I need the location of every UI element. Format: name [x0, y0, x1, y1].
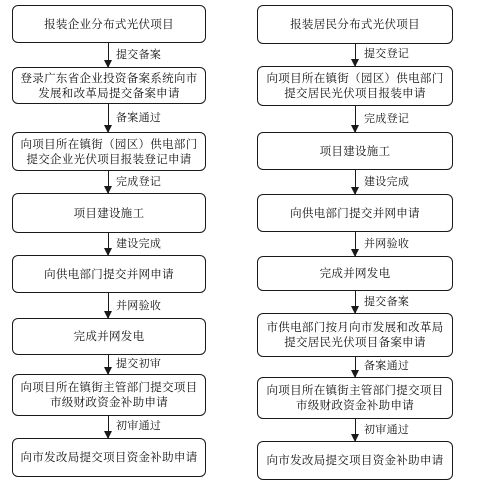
left-step-2-label: 登录广东省企业投资备案系统向市 发展和改革局提交备案申请 — [20, 70, 198, 100]
left-arrow-6 — [108, 355, 109, 374]
right-transition-2: 完成登记 — [364, 112, 410, 125]
left-transition-7: 初审通过 — [116, 419, 162, 432]
right-step-4-label: 向供电部门提交并网申请 — [290, 205, 420, 220]
right-step-1-label: 报装居民分布式光伏项目 — [290, 17, 420, 31]
left-arrow-3 — [108, 171, 109, 193]
left-step-3-label: 向项目所在镇街（园区）供电部门 提交企业光伏项目报装登记申请 — [20, 136, 198, 166]
right-step-5 — [257, 256, 453, 291]
left-arrow-5 — [108, 293, 109, 318]
left-step-6-label: 完成并网发电 — [73, 329, 145, 343]
right-step-4 — [257, 194, 453, 232]
left-step-5 — [12, 255, 206, 293]
right-transition-5: 提交备案 — [364, 295, 410, 308]
left-step-1 — [12, 5, 206, 43]
right-step-7 — [257, 377, 453, 419]
left-transition-6: 提交初审 — [116, 357, 162, 370]
left-transition-5: 并网验收 — [116, 299, 162, 312]
right-step-2-label: 向项目所在镇街（园区）供电部门 提交居民光伏项目报装申请 — [266, 71, 444, 100]
left-arrow-2 — [108, 104, 109, 132]
right-step-6 — [257, 313, 453, 357]
left-step-6 — [12, 318, 206, 355]
left-transition-4: 建设完成 — [116, 237, 162, 250]
right-arrow-6 — [355, 357, 356, 377]
right-step-6-label: 市供电部门按月向市发展和改革局 提交居民光伏项目备案申请 — [266, 320, 444, 349]
right-arrow-2 — [355, 106, 356, 132]
left-arrow-7 — [108, 416, 109, 438]
right-transition-4: 并网验收 — [364, 237, 410, 250]
right-step-7-label: 向项目所在镇街主管部门提交项目 市级财政资金补助申请 — [266, 383, 444, 412]
right-step-1 — [257, 5, 453, 44]
right-step-3 — [257, 132, 453, 170]
right-step-2 — [257, 66, 453, 106]
left-step-1-label: 报装企业分布式光伏项目 — [44, 16, 174, 31]
right-step-3-label: 项目建设施工 — [319, 143, 391, 158]
left-step-7 — [12, 374, 206, 416]
left-step-8 — [12, 438, 206, 477]
right-step-8-label: 向市发改局提交项目资金补助申请 — [266, 453, 444, 467]
left-step-5-label: 向供电部门提交并网申请 — [44, 266, 174, 281]
right-transition-3: 建设完成 — [364, 175, 410, 188]
left-step-4-label: 项目建设施工 — [73, 205, 145, 220]
left-arrow-1 — [108, 43, 109, 67]
right-arrow-3 — [355, 170, 356, 194]
left-step-2 — [12, 67, 206, 104]
left-step-3 — [12, 132, 206, 171]
right-arrow-4 — [355, 232, 356, 256]
right-step-5-label: 完成并网发电 — [319, 266, 391, 280]
left-step-4 — [12, 193, 206, 233]
left-transition-3: 完成登记 — [116, 175, 162, 188]
right-transition-6: 备案通过 — [364, 359, 410, 372]
left-transition-2: 备案通过 — [116, 111, 162, 124]
left-transition-1: 提交备案 — [116, 48, 162, 61]
right-arrow-5 — [355, 291, 356, 313]
left-arrow-4 — [108, 233, 109, 255]
right-transition-7: 初审通过 — [364, 423, 410, 436]
left-step-8-label: 向市发改局提交项目资金补助申请 — [20, 450, 198, 464]
left-step-7-label: 向项目所在镇街主管部门提交项目 市级财政资金补助申请 — [20, 380, 198, 409]
right-step-8 — [257, 441, 453, 480]
right-arrow-1 — [355, 44, 356, 66]
right-transition-1: 提交登记 — [364, 47, 410, 60]
right-arrow-7 — [355, 419, 356, 441]
